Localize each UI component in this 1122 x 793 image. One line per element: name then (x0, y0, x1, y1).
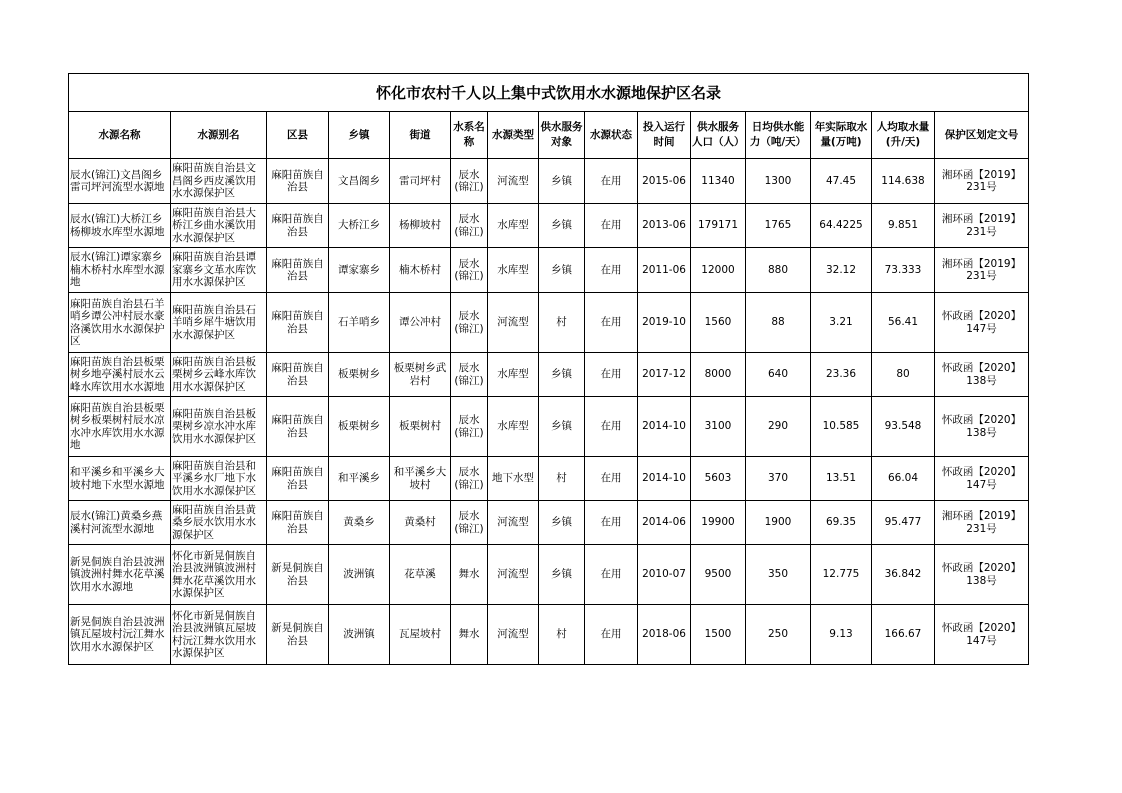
header-daily-capacity: 日均供水能力（吨/天） (746, 112, 811, 159)
river-cell: 辰水(锦江) (451, 501, 488, 545)
start-date-cell: 2014-10 (638, 397, 691, 457)
header-street: 街道 (390, 112, 451, 159)
street-cell: 瓦屋坡村 (390, 605, 451, 665)
county-cell: 麻阳苗族自治县 (267, 204, 329, 248)
daily-capacity-cell: 88 (746, 293, 811, 353)
header-source-type: 水源类型 (488, 112, 539, 159)
header-start-date: 投入运行时间 (638, 112, 691, 159)
daily-capacity-cell: 1900 (746, 501, 811, 545)
doc-number-cell: 湘环函【2019】231号 (935, 204, 1029, 248)
table-row (69, 605, 1029, 665)
status-cell: 在用 (585, 501, 638, 545)
doc-number-cell: 怀政函【2020】138号 (935, 397, 1029, 457)
start-date-cell: 2018-06 (638, 605, 691, 665)
annual-withdrawal-cell: 23.36 (811, 353, 872, 397)
population-cell: 1560 (691, 293, 746, 353)
source-name-cell: 新晃侗族自治县波洲镇波洲村舞水花草溪饮用水水源地 (69, 545, 171, 605)
daily-capacity-cell: 640 (746, 353, 811, 397)
town-cell: 波洲镇 (329, 545, 390, 605)
county-cell: 麻阳苗族自治县 (267, 248, 329, 293)
annual-withdrawal-cell: 69.35 (811, 501, 872, 545)
population-cell: 9500 (691, 545, 746, 605)
source-name-cell: 辰水(锦江)大桥江乡杨柳坡水库型水源地 (69, 204, 171, 248)
alias-cell: 麻阳苗族自治县石羊哨乡犀牛塘饮用水水源保护区 (171, 293, 267, 353)
doc-number-cell: 湘环函【2019】231号 (935, 248, 1029, 293)
street-cell: 黄桑村 (390, 501, 451, 545)
annual-withdrawal-cell: 10.585 (811, 397, 872, 457)
service-target-cell: 乡镇 (539, 501, 585, 545)
header-town: 乡镇 (329, 112, 390, 159)
service-target-cell: 村 (539, 605, 585, 665)
header-status: 水源状态 (585, 112, 638, 159)
header-river: 水系名称 (451, 112, 488, 159)
source-type-cell: 河流型 (488, 501, 539, 545)
service-target-cell: 乡镇 (539, 545, 585, 605)
table-row (69, 204, 1029, 248)
town-cell: 板栗树乡 (329, 353, 390, 397)
source-name-cell: 麻阳苗族自治县板栗树乡板栗树村辰水凉水冲水库饮用水水源地 (69, 397, 171, 457)
per-capita-cell: 166.67 (872, 605, 935, 665)
start-date-cell: 2013-06 (638, 204, 691, 248)
alias-cell: 麻阳苗族自治县文昌阁乡西皮溪饮用水水源保护区 (171, 159, 267, 204)
per-capita-cell: 56.41 (872, 293, 935, 353)
status-cell: 在用 (585, 545, 638, 605)
per-capita-cell: 114.638 (872, 159, 935, 204)
per-capita-cell: 93.548 (872, 397, 935, 457)
status-cell: 在用 (585, 605, 638, 665)
river-cell: 辰水(锦江) (451, 159, 488, 204)
town-cell: 和平溪乡 (329, 457, 390, 501)
header-row (69, 112, 1029, 159)
status-cell: 在用 (585, 397, 638, 457)
table-row (69, 545, 1029, 605)
annual-withdrawal-cell: 32.12 (811, 248, 872, 293)
source-type-cell: 河流型 (488, 159, 539, 204)
alias-cell: 麻阳苗族自治县板栗树乡凉水冲水库饮用水水源保护区 (171, 397, 267, 457)
river-cell: 辰水(锦江) (451, 353, 488, 397)
source-name-cell: 辰水(锦江)谭家寨乡楠木桥村水库型水源地 (69, 248, 171, 293)
start-date-cell: 2015-06 (638, 159, 691, 204)
table-row (69, 501, 1029, 545)
source-name-cell: 辰水(锦江)文昌阁乡雷司坪河流型水源地 (69, 159, 171, 204)
table-row (69, 159, 1029, 204)
table-row (69, 293, 1029, 353)
table-row (69, 457, 1029, 501)
population-cell: 8000 (691, 353, 746, 397)
per-capita-cell: 66.04 (872, 457, 935, 501)
daily-capacity-cell: 350 (746, 545, 811, 605)
river-cell: 辰水(锦江) (451, 397, 488, 457)
river-cell: 辰水(锦江) (451, 293, 488, 353)
town-cell: 石羊哨乡 (329, 293, 390, 353)
per-capita-cell: 36.842 (872, 545, 935, 605)
county-cell: 麻阳苗族自治县 (267, 159, 329, 204)
county-cell: 麻阳苗族自治县 (267, 397, 329, 457)
header-alias: 水源别名 (171, 112, 267, 159)
header-doc-number: 保护区划定文号 (935, 112, 1029, 159)
service-target-cell: 乡镇 (539, 248, 585, 293)
town-cell: 波洲镇 (329, 605, 390, 665)
status-cell: 在用 (585, 204, 638, 248)
population-cell: 5603 (691, 457, 746, 501)
population-cell: 12000 (691, 248, 746, 293)
source-type-cell: 河流型 (488, 293, 539, 353)
status-cell: 在用 (585, 248, 638, 293)
start-date-cell: 2017-12 (638, 353, 691, 397)
source-name-cell: 辰水(锦江)黄桑乡燕溪村河流型水源地 (69, 501, 171, 545)
service-target-cell: 乡镇 (539, 159, 585, 204)
source-type-cell: 水库型 (488, 353, 539, 397)
table-row (69, 397, 1029, 457)
protection-zone-table (68, 73, 1029, 665)
header-per-capita: 人均取水量(升/天) (872, 112, 935, 159)
daily-capacity-cell: 1300 (746, 159, 811, 204)
river-cell: 辰水(锦江) (451, 457, 488, 501)
town-cell: 黄桑乡 (329, 501, 390, 545)
county-cell: 麻阳苗族自治县 (267, 457, 329, 501)
population-cell: 19900 (691, 501, 746, 545)
daily-capacity-cell: 290 (746, 397, 811, 457)
doc-number-cell: 怀政函【2020】147号 (935, 293, 1029, 353)
daily-capacity-cell: 370 (746, 457, 811, 501)
annual-withdrawal-cell: 12.775 (811, 545, 872, 605)
source-type-cell: 地下水型 (488, 457, 539, 501)
annual-withdrawal-cell: 47.45 (811, 159, 872, 204)
street-cell: 谭公冲村 (390, 293, 451, 353)
alias-cell: 麻阳苗族自治县黄桑乡辰水饮用水水源保护区 (171, 501, 267, 545)
source-name-cell: 和平溪乡和平溪乡大坡村地下水型水源地 (69, 457, 171, 501)
alias-cell: 麻阳苗族自治县谭家寨乡文革水库饮用水水源保护区 (171, 248, 267, 293)
daily-capacity-cell: 250 (746, 605, 811, 665)
service-target-cell: 乡镇 (539, 397, 585, 457)
table-title: 怀化市农村千人以上集中式饮用水水源地保护区名录 (69, 74, 1029, 112)
alias-cell: 怀化市新晃侗族自治县波洲镇波洲村舞水花草溪饮用水水源保护区 (171, 545, 267, 605)
street-cell: 花草溪 (390, 545, 451, 605)
street-cell: 和平溪乡大坡村 (390, 457, 451, 501)
service-target-cell: 村 (539, 293, 585, 353)
start-date-cell: 2011-06 (638, 248, 691, 293)
start-date-cell: 2010-07 (638, 545, 691, 605)
population-cell: 1500 (691, 605, 746, 665)
doc-number-cell: 怀政函【2020】147号 (935, 457, 1029, 501)
header-service-target: 供水服务对象 (539, 112, 585, 159)
status-cell: 在用 (585, 353, 638, 397)
county-cell: 新晃侗族自治县 (267, 605, 329, 665)
status-cell: 在用 (585, 457, 638, 501)
header-county: 区县 (267, 112, 329, 159)
service-target-cell: 村 (539, 457, 585, 501)
town-cell: 大桥江乡 (329, 204, 390, 248)
street-cell: 杨柳坡村 (390, 204, 451, 248)
table-row (69, 353, 1029, 397)
river-cell: 辰水(锦江) (451, 204, 488, 248)
alias-cell: 麻阳苗族自治县大桥江乡曲水溪饮用水水源保护区 (171, 204, 267, 248)
header-annual-withdrawal: 年实际取水量(万吨) (811, 112, 872, 159)
source-type-cell: 水库型 (488, 248, 539, 293)
county-cell: 麻阳苗族自治县 (267, 353, 329, 397)
street-cell: 板栗树村 (390, 397, 451, 457)
source-name-cell: 新晃侗族自治县波洲镇瓦屋坡村沅江舞水饮用水水源保护区 (69, 605, 171, 665)
annual-withdrawal-cell: 3.21 (811, 293, 872, 353)
per-capita-cell: 80 (872, 353, 935, 397)
start-date-cell: 2019-10 (638, 293, 691, 353)
service-target-cell: 乡镇 (539, 204, 585, 248)
status-cell: 在用 (585, 159, 638, 204)
status-cell: 在用 (585, 293, 638, 353)
population-cell: 11340 (691, 159, 746, 204)
river-cell: 辰水(锦江) (451, 248, 488, 293)
annual-withdrawal-cell: 64.4225 (811, 204, 872, 248)
town-cell: 谭家寨乡 (329, 248, 390, 293)
street-cell: 楠木桥村 (390, 248, 451, 293)
header-population: 供水服务人口（人） (691, 112, 746, 159)
population-cell: 3100 (691, 397, 746, 457)
doc-number-cell: 怀政函【2020】138号 (935, 353, 1029, 397)
source-type-cell: 河流型 (488, 545, 539, 605)
county-cell: 麻阳苗族自治县 (267, 293, 329, 353)
per-capita-cell: 95.477 (872, 501, 935, 545)
town-cell: 文昌阁乡 (329, 159, 390, 204)
per-capita-cell: 73.333 (872, 248, 935, 293)
river-cell: 舞水 (451, 605, 488, 665)
street-cell: 雷司坪村 (390, 159, 451, 204)
source-type-cell: 水库型 (488, 397, 539, 457)
table-row (69, 248, 1029, 293)
doc-number-cell: 怀政函【2020】147号 (935, 605, 1029, 665)
alias-cell: 麻阳苗族自治县板栗树乡云峰水库饮用水水源保护区 (171, 353, 267, 397)
source-name-cell: 麻阳苗族自治县石羊哨乡谭公冲村辰水豪洛溪饮用水水源保护区 (69, 293, 171, 353)
daily-capacity-cell: 880 (746, 248, 811, 293)
doc-number-cell: 湘环函【2019】231号 (935, 159, 1029, 204)
doc-number-cell: 怀政函【2020】138号 (935, 545, 1029, 605)
header-source-name: 水源名称 (69, 112, 171, 159)
start-date-cell: 2014-06 (638, 501, 691, 545)
town-cell: 板栗树乡 (329, 397, 390, 457)
annual-withdrawal-cell: 13.51 (811, 457, 872, 501)
doc-number-cell: 湘环函【2019】231号 (935, 501, 1029, 545)
service-target-cell: 乡镇 (539, 353, 585, 397)
street-cell: 板栗树乡武岩村 (390, 353, 451, 397)
annual-withdrawal-cell: 9.13 (811, 605, 872, 665)
alias-cell: 麻阳苗族自治县和平溪乡水厂地下水饮用水水源保护区 (171, 457, 267, 501)
daily-capacity-cell: 1765 (746, 204, 811, 248)
start-date-cell: 2014-10 (638, 457, 691, 501)
title-row (69, 74, 1029, 112)
river-cell: 舞水 (451, 545, 488, 605)
county-cell: 新晃侗族自治县 (267, 545, 329, 605)
population-cell: 179171 (691, 204, 746, 248)
source-name-cell: 麻阳苗族自治县板栗树乡地亭溪村辰水云峰水库饮用水水源地 (69, 353, 171, 397)
county-cell: 麻阳苗族自治县 (267, 501, 329, 545)
source-type-cell: 水库型 (488, 204, 539, 248)
source-type-cell: 河流型 (488, 605, 539, 665)
per-capita-cell: 9.851 (872, 204, 935, 248)
alias-cell: 怀化市新晃侗族自治县波洲镇瓦屋坡村沅江舞水饮用水水源保护区 (171, 605, 267, 665)
